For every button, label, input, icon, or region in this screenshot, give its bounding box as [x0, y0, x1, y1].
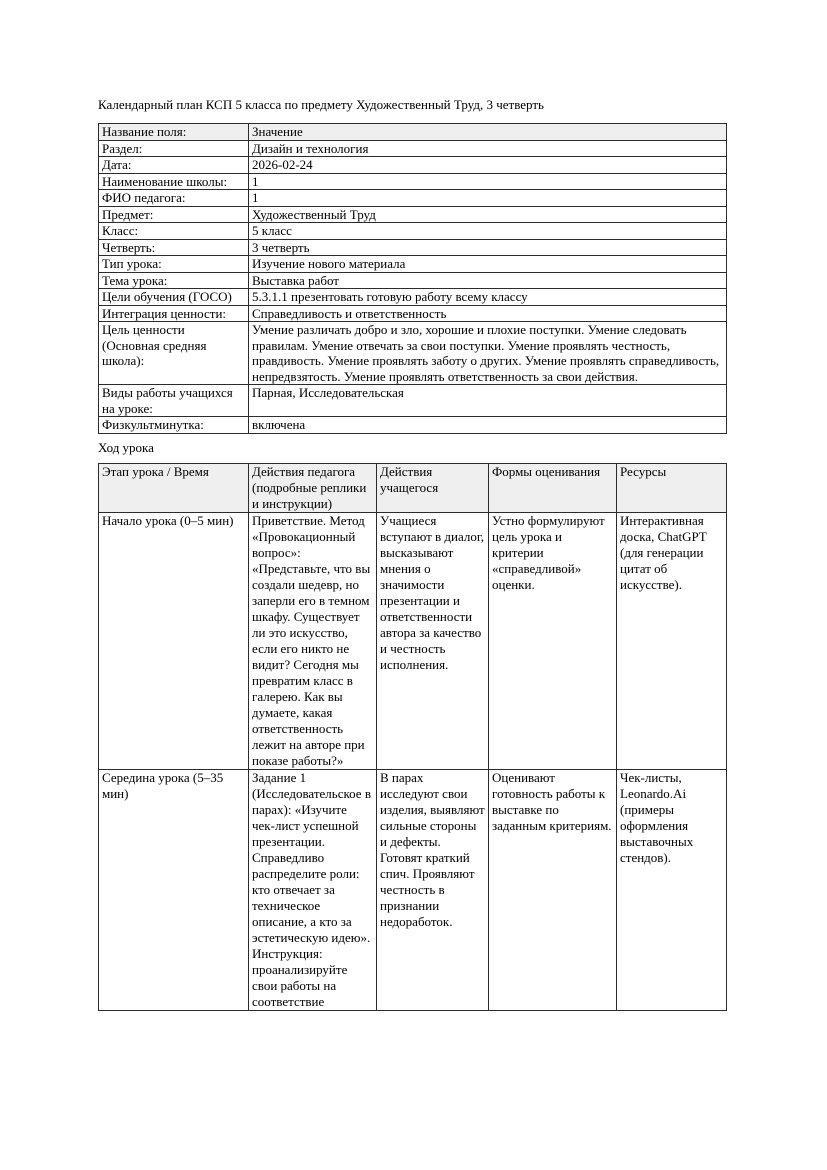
flow-header-row: [99, 463, 727, 512]
info-row-razdel: [99, 140, 727, 157]
info-row-values-goal: [99, 322, 727, 385]
info-header-row: [99, 124, 727, 141]
field-name-cell: Цель ценности (Основная средняя школа):: [99, 322, 249, 385]
field-value-cell: Справедливость и ответственность: [249, 305, 727, 322]
flow-header-stage: Этап урока / Время: [99, 463, 249, 512]
info-row-physical-minute: [99, 417, 727, 434]
field-value-cell: Выставка работ: [249, 272, 727, 289]
info-header-value-cell: Значение: [249, 124, 727, 141]
info-row-quarter: [99, 239, 727, 256]
field-value-cell: Дизайн и технология: [249, 140, 727, 157]
resources-cell: Чек-листы, Leonardo.Ai (примеры оформления выставочных стендов).: [617, 769, 727, 1010]
info-row-subject: [99, 206, 727, 223]
field-value-cell: 1: [249, 190, 727, 207]
flow-row-lesson-middle: [99, 769, 727, 1010]
field-name-cell: Тип урока:: [99, 256, 249, 273]
field-name-cell: Тема урока:: [99, 272, 249, 289]
field-value-cell: включена: [249, 417, 727, 434]
field-value-cell: Парная, Исследовательская: [249, 385, 727, 417]
flow-header-resources: Ресурсы: [617, 463, 727, 512]
field-value-cell: Художественный Труд: [249, 206, 727, 223]
stage-cell: Начало урока (0–5 мин): [99, 512, 249, 769]
field-name-cell: Класс:: [99, 223, 249, 240]
field-name-cell: ФИО педагога:: [99, 190, 249, 207]
lesson-flow-heading: Ход урока: [98, 439, 154, 455]
info-row-school: [99, 173, 727, 190]
info-row-teacher-name: [99, 190, 727, 207]
info-row-lesson-type: [99, 256, 727, 273]
info-row-lesson-topic: [99, 272, 727, 289]
teacher-actions-cell: Приветствие. Метод «Провокационный вопрос»: «Представьте, что вы создали шедевр, но заперли его в темном шкафу. Существует ли это искусство, если его никто не видит? Сегодня мы превратим класс в галерею. Как вы думаете, какая ответственность лежит на авторе при показе работы?»: [249, 512, 377, 769]
assessment-cell: Оценивают готовность работы к выставке по заданным критериям.: [489, 769, 617, 1010]
field-name-cell: Дата:: [99, 157, 249, 174]
flow-row-lesson-start: [99, 512, 727, 769]
info-row-work-types: [99, 385, 727, 417]
document-title: Календарный план КСП 5 класса по предмету Художественный Труд, 3 четверть: [98, 97, 544, 112]
flow-header-assessment: Формы оценивания: [489, 463, 617, 512]
field-value-cell: 5 класс: [249, 223, 727, 240]
field-value-cell: 2026-02-24: [249, 157, 727, 174]
assessment-cell: Устно формулируют цель урока и критерии «справедливой» оценки.: [489, 512, 617, 769]
teacher-actions-cell: Задание 1 (Исследовательское в парах): «Изучите чек-лист успешной презентации. Справедливо распределите роли: кто отвечает за техническое описание, а кто за эстетическую идею». Инструкция: проанализируйте свои работы на соответствие: [249, 769, 377, 1010]
field-name-cell: Четверть:: [99, 239, 249, 256]
info-row-goals: [99, 289, 727, 306]
student-actions-cell: Учащиеся вступают в диалог, высказывают мнения о значимости презентации и ответственности автора за качество и честность исполнения.: [377, 512, 489, 769]
field-value-cell: Умение различать добро и зло, хорошие и плохие поступки. Умение следовать правилам. Умение отвечать за свои поступки. Умение проявлять честность, правдивость. Умение проявлять заботу о других. Умение проявлять справедливость, непредвзятость. Умение проявлять ответственность за свои действия.: [249, 322, 727, 385]
field-value-cell: 3 четверть: [249, 239, 727, 256]
info-header-field-cell: Название поля:: [99, 124, 249, 141]
info-row-class: [99, 223, 727, 240]
student-actions-cell: В парах исследуют свои изделия, выявляют сильные стороны и дефекты. Готовят краткий спич. Проявляют честность в признании недоработок.: [377, 769, 489, 1010]
field-name-cell: Предмет:: [99, 206, 249, 223]
field-name-cell: Интеграция ценности:: [99, 305, 249, 322]
field-value-cell: Изучение нового материала: [249, 256, 727, 273]
field-name-cell: Виды работы учащихся на уроке:: [99, 385, 249, 417]
stage-cell: Середина урока (5–35 мин): [99, 769, 249, 1010]
info-row-date: [99, 157, 727, 174]
field-value-cell: 5.3.1.1 презентовать готовую работу всему классу: [249, 289, 727, 306]
flow-header-student-actions: Действия учащегося: [377, 463, 489, 512]
lesson-flow-table: [98, 463, 727, 1011]
field-name-cell: Раздел:: [99, 140, 249, 157]
field-value-cell: 1: [249, 173, 727, 190]
resources-cell: Интерактивная доска, ChatGPT (для генерации цитат об искусстве).: [617, 512, 727, 769]
field-name-cell: Физкультминутка:: [99, 417, 249, 434]
field-name-cell: Цели обучения (ГОСО): [99, 289, 249, 306]
info-row-values-integration: [99, 305, 727, 322]
lesson-info-table: [98, 123, 727, 434]
field-name-cell: Наименование школы:: [99, 173, 249, 190]
flow-header-teacher-actions: Действия педагога (подробные реплики и инструкции): [249, 463, 377, 512]
